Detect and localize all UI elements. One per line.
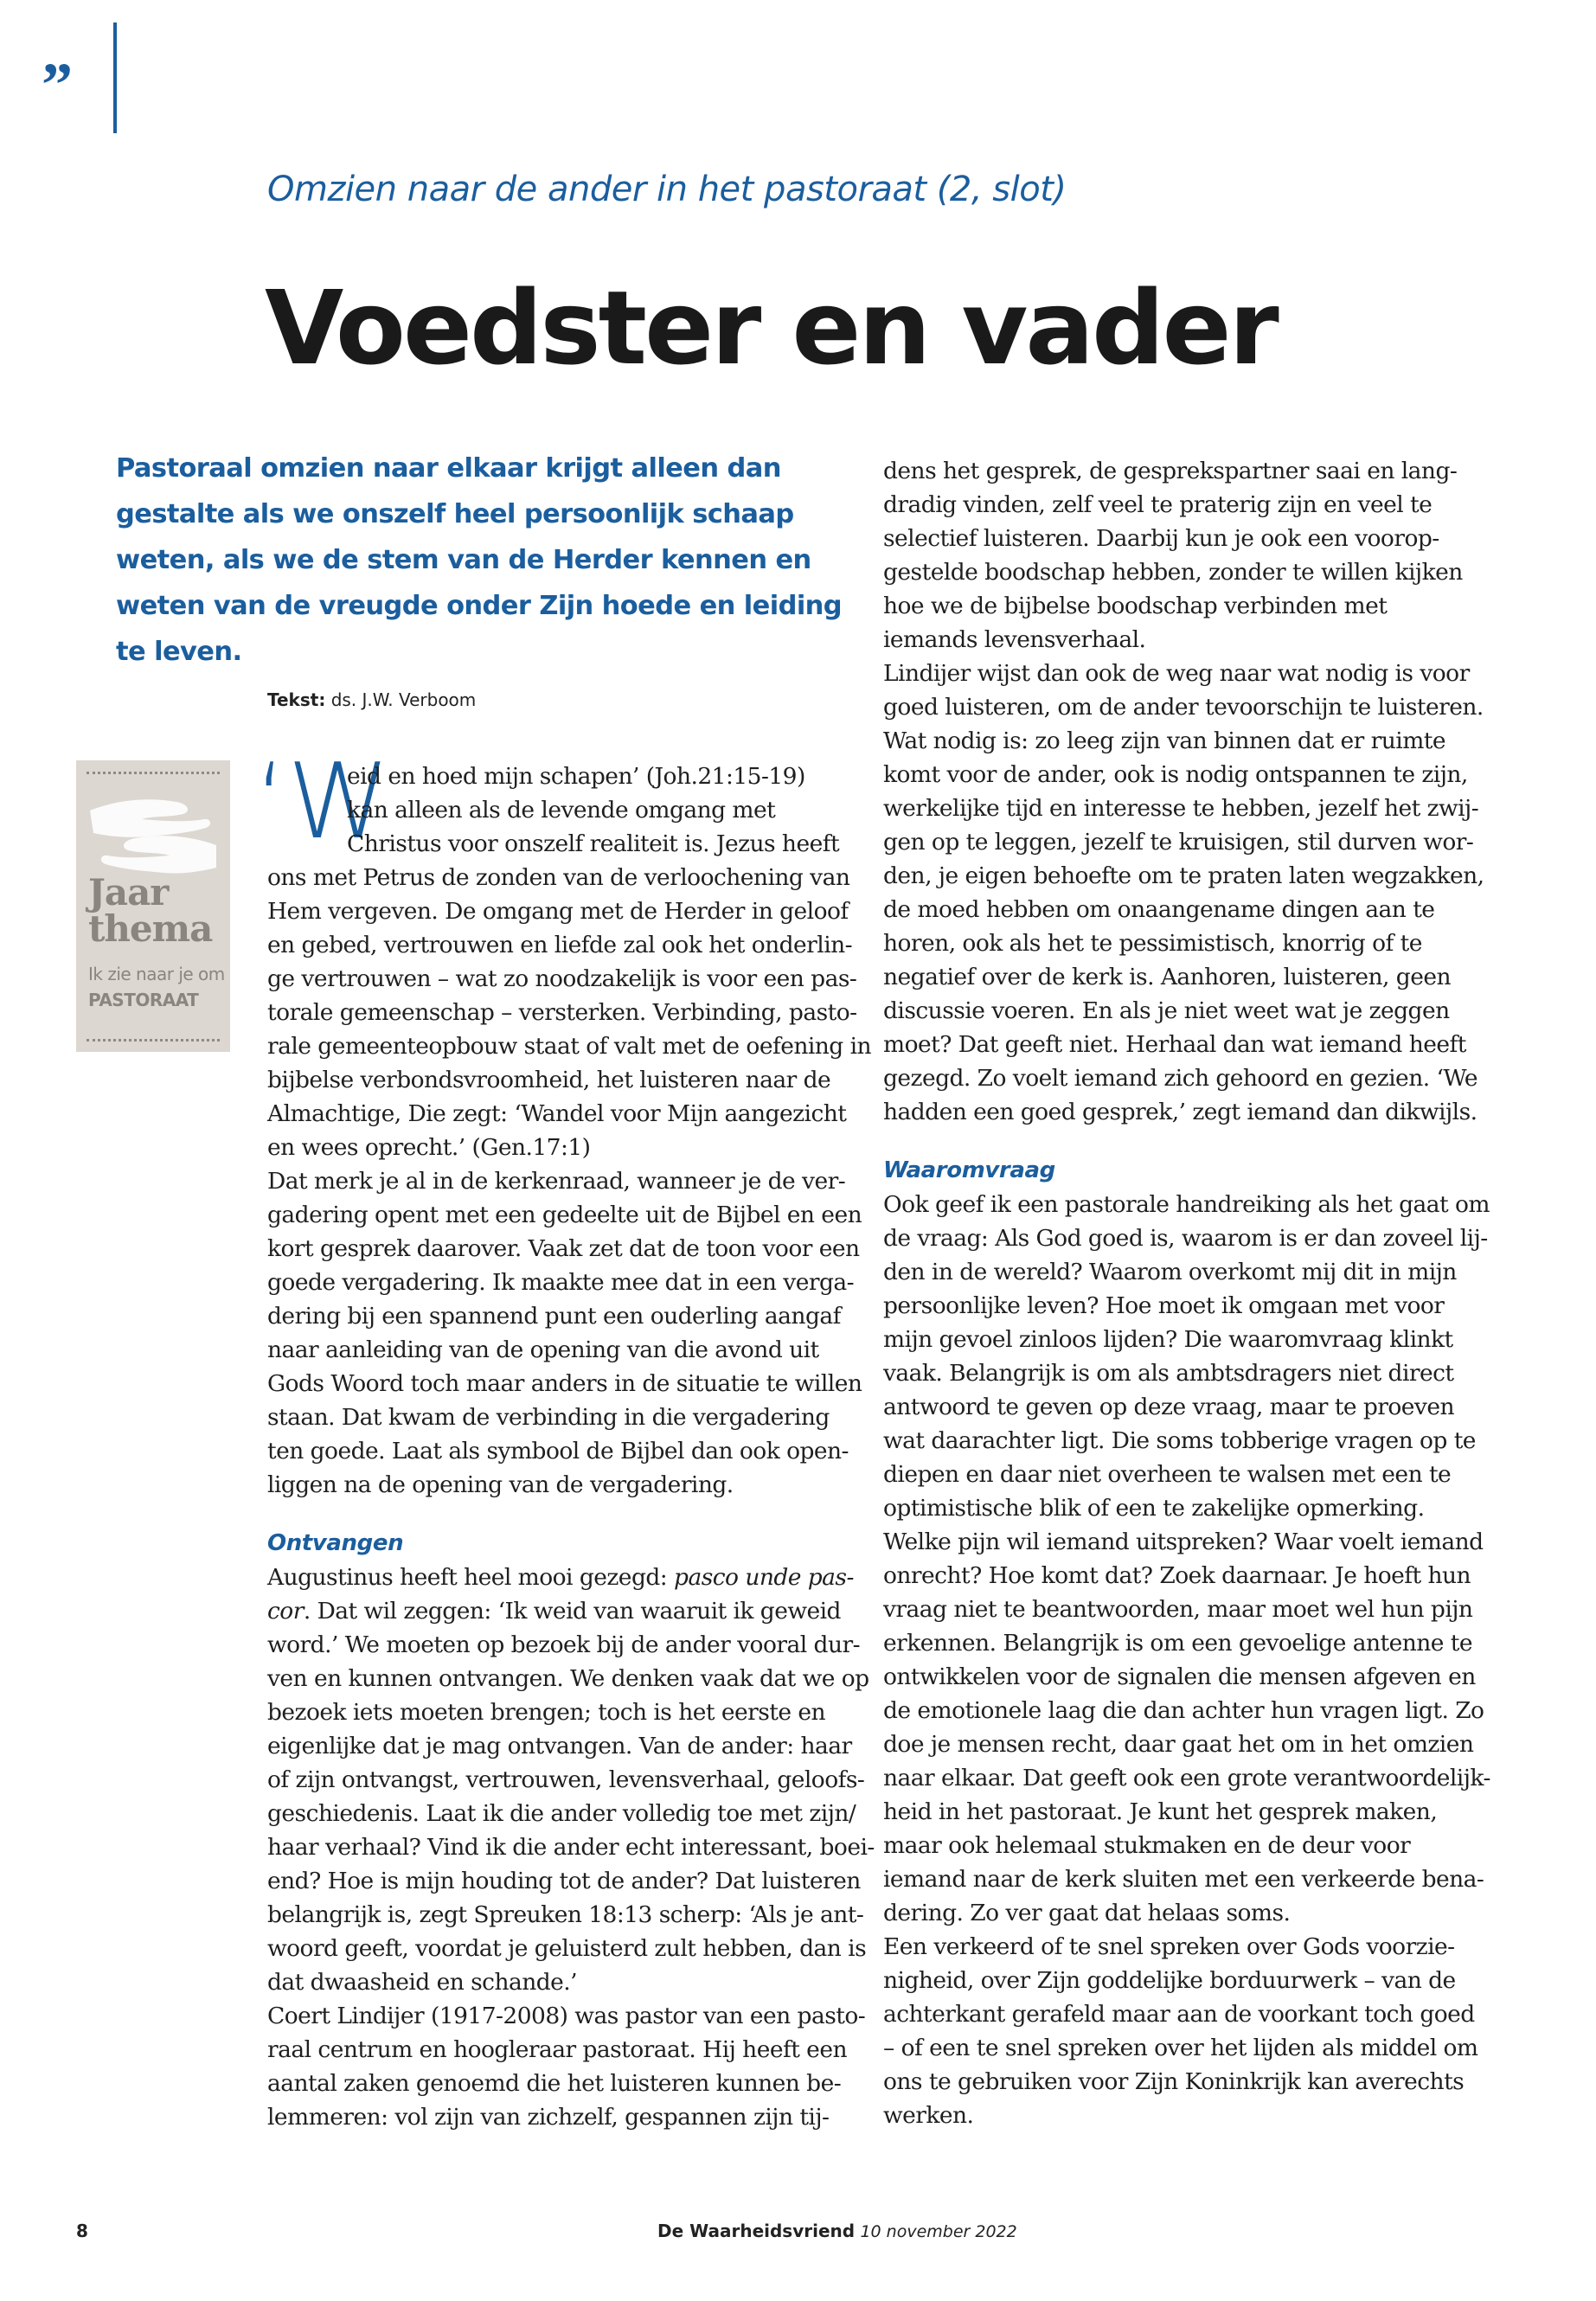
text-line: vaak. Belangrijk is om als ambtsdragers niet direct: [883, 1360, 1454, 1387]
text-line: Een verkeerd of te snel spreken over Gods voorzie-: [883, 1933, 1455, 1960]
text-line: Dat merk je al in de kerkenraad, wanneer je de ver-: [267, 1168, 846, 1195]
text-line: dat dwaasheid en schande.’: [267, 1969, 578, 1996]
text-line: hadden een goed gesprek,’ zegt iemand dan dikwijls.: [883, 1099, 1477, 1125]
text-line: nigheid, over Zijn goddelijke borduurwerk – van de: [883, 1967, 1456, 1994]
byline-author: ds. J.W. Verboom: [330, 689, 477, 710]
text-line: de emotionele laag die dan achter hun vragen ligt. Zo: [883, 1697, 1484, 1724]
quote-mark-icon: ”: [42, 50, 73, 119]
text-line: of zijn ontvangst, vertrouwen, levensverhaal, geloofs-: [267, 1766, 865, 1793]
text-line: geschiedenis. Laat ik die ander volledig toe met zijn/: [267, 1800, 856, 1827]
theme-title-line2: thema: [88, 907, 213, 950]
text-line: eid en hoed mijn schapen’ (Joh.21:15-19): [347, 763, 805, 790]
text-line: komt voor de ander, ook is nodig ontspannen te zijn,: [883, 761, 1468, 788]
text-line: maar ook helemaal stukmaken en de deur voor: [883, 1832, 1411, 1859]
text-line: Welke pijn wil iemand uitspreken? Waar voelt iemand: [883, 1529, 1484, 1555]
text-line: werken.: [883, 2102, 974, 2129]
paragraph-waaromvraag: [883, 1188, 1489, 2132]
text-line: en wees oprecht.’ (Gen.17:1): [267, 1134, 591, 1161]
text-line: negatief over de kerk is. Aanhoren, luisteren, geen: [883, 964, 1451, 990]
text-line: torale gemeenschap – versterken. Verbinding, pasto-: [267, 999, 857, 1026]
text-line: gadering opent met een gedeelte uit de Bijbel en een: [267, 1202, 862, 1228]
text-line: dering bij een spannend punt een ouderling aangaf: [267, 1303, 841, 1330]
issue-date: 10 november 2022: [860, 2222, 1017, 2241]
text-line: eigenlijke dat je mag ontvangen. Van de ander: haar: [267, 1733, 852, 1759]
byline-label: Tekst:: [267, 689, 326, 710]
text-line: vraag niet te beantwoorden, maar moet wel hun pijn: [883, 1596, 1473, 1623]
text-line: Coert Lindijer (1917-2008) was pastor van een pasto-: [267, 2003, 866, 2029]
article-intro: Pastoraal omzien naar elkaar krijgt alleen dan gestalte als we onszelf heel persoonlijk schaap weten, als we de stem van de Herder kennen en weten van de vreugde onder Zijn hoede en leiding te leven.: [116, 453, 843, 667]
theme-dotted-rule-top: [87, 772, 220, 774]
text-line: achterkant gerafeld maar aan de voorkant toch goed: [883, 2001, 1475, 2028]
text-line: doe je mensen recht, daar gaat het om in het omzien: [883, 1731, 1474, 1758]
text-line: kort gesprek daarover. Vaak zet dat de toon voor een: [267, 1235, 860, 1262]
paragraph-ontvangen: [267, 1628, 875, 2134]
article-title: Voedster en vader: [265, 268, 1277, 388]
theme-title-line1: Jaar: [88, 871, 169, 913]
text-line: Christus voor onszelf realiteit is. Jezus heeft: [347, 830, 840, 857]
text-line: persoonlijke leven? Hoe moet ik omgaan met voor: [883, 1292, 1445, 1319]
section-gap: [267, 1502, 847, 1527]
text-line: ven en kunnen ontvangen. We denken vaak dat we op: [267, 1665, 869, 1692]
text-line: dens het gesprek, de gesprekspartner saai en lang-: [883, 458, 1458, 484]
text-line: iemands levensverhaal.: [883, 626, 1146, 653]
text-line: end? Hoe is mijn houding tot de ander? Dat luisteren: [267, 1868, 861, 1894]
magazine-name: De Waarheidsvriend: [657, 2221, 856, 2241]
text-line: onrecht? Hoe komt dat? Zoek daarnaar. Je hoeft hun: [883, 1562, 1471, 1589]
text-line: hoe we de bijbelse boodschap verbinden met: [883, 593, 1388, 619]
text-line: gen op te leggen, jezelf te kruisigen, stil durven wor-: [883, 829, 1474, 856]
text-line: antwoord te geven op deze vraag, maar te proeven: [883, 1394, 1454, 1420]
theme-subtitle-line: Ik zie naar je om: [88, 964, 225, 984]
text-line: den, je eigen behoefte om te praten laten wegzakken,: [883, 862, 1484, 889]
text-line: ons te gebruiken voor Zijn Koninkrijk kan averechts: [883, 2068, 1465, 2095]
text-line: gezegd. Zo voelt iemand zich gehoord en gezien. ‘We: [883, 1065, 1477, 1092]
text-line: iemand naar de kerk sluiten met een verkeerde bena-: [883, 1866, 1484, 1893]
text-line: en gebed, vertrouwen en liefde zal ook het onderlin-: [267, 932, 853, 958]
text-line: den in de wereld? Waarom overkomt mij dit in mijn: [883, 1259, 1457, 1285]
text-line: belangrijk is, zegt Spreuken 18:13 scherp: ‘Als je ant-: [267, 1901, 864, 1928]
text-line: bezoek iets moeten brengen; toch is het eerste en: [267, 1699, 826, 1726]
text-line: Ook geef ik een pastorale handreiking als het gaat om: [883, 1191, 1490, 1218]
text-line: word.’ We moeten op bezoek bij de ander vooral dur-: [267, 1631, 860, 1658]
article-column-right: [883, 454, 1489, 2132]
page-number: 8: [76, 2221, 88, 2241]
text-line: de vraag: Als God goed is, waarom is er dan zoveel lij-: [883, 1225, 1488, 1252]
drop-cap: ‘W: [254, 742, 390, 862]
text-line: aantal zaken genoemd die het luisteren kunnen be-: [267, 2070, 842, 2097]
text-line: de moed hebben om onaangename dingen aan te: [883, 896, 1435, 923]
text-line: staan. Dat kwam de verbinding in die vergadering: [267, 1404, 830, 1431]
byline: [267, 689, 476, 710]
text-line: moet? Dat geeft niet. Herhaal dan wat iemand heeft: [883, 1031, 1466, 1058]
text-line: Almachtige, Die zegt: ‘Wandel voor Mijn aangezicht: [267, 1100, 847, 1127]
text-line: dering. Zo ver gaat dat helaas soms.: [883, 1900, 1291, 1926]
text-line: haar verhaal? Vind ik die ander echt interessant, boei-: [267, 1834, 875, 1861]
text-line: woord geeft, voordat je geluisterd zult hebben, dan is: [267, 1935, 867, 1962]
text-line: selectief luisteren. Daarbij kun je ook een voorop-: [883, 525, 1439, 552]
text-line: lemmeren: vol zijn van zichzelf, gespannen zijn tij-: [267, 2104, 830, 2131]
text-line: ons met Petrus de zonden van de verloochening van: [267, 864, 850, 891]
text-line: kan alleen als de levende omgang met: [347, 797, 776, 824]
theme-subtitle: [88, 961, 225, 1013]
text-line: werkelijke tijd en interesse te hebben, jezelf het zwij-: [883, 795, 1479, 822]
text-line: horen, ook als het te pessimistisch, knorrig of te: [883, 930, 1422, 957]
text-line: ontwikkelen voor de signalen die mensen afgeven en: [883, 1663, 1476, 1690]
text-line: erkennen. Belangrijk is om een gevoelige antenne te: [883, 1630, 1472, 1657]
text-line: Gods Woord toch maar anders in de situatie te willen: [267, 1370, 862, 1397]
text-line: diepen en daar niet overheen te walsen met een te: [883, 1461, 1452, 1488]
text-line: dradig vinden, zelf veel te praterig zijn en veel te: [883, 491, 1433, 518]
theme-dotted-rule-bottom: [87, 1039, 220, 1042]
text-line: Hem vergeven. De omgang met de Herder in geloof: [267, 898, 849, 925]
text-line: optimistische blik of een te zakelijke opmerking.: [883, 1495, 1425, 1522]
text-line: goede vergadering. Ik maakte mee dat in een verga-: [267, 1269, 855, 1296]
text-line: raal centrum en hoogleraar pastoraat. Hij heeft een: [267, 2036, 847, 2063]
paragraph-opening: [267, 760, 872, 1502]
article-column-left: [267, 760, 875, 2134]
text-line: liggen na de opening van de vergadering.: [267, 1471, 734, 1498]
section-heading-waaromvraag: Waaromvraag: [883, 1157, 1055, 1183]
text-line: ge vertrouwen – wat zo noodzakelijk is voor een pas-: [267, 965, 857, 992]
text-line: rale gemeenteopbouw staat of valt met de oefening in: [267, 1033, 872, 1060]
text-line: naar elkaar. Dat geeft ook een grote verantwoordelijk-: [883, 1765, 1490, 1791]
section-heading-ontvangen: Ontvangen: [267, 1530, 404, 1556]
text-line: ten goede. Laat als symbool de Bijbel dan ook open-: [267, 1438, 849, 1465]
text-line: Wat nodig is: zo leeg zijn van binnen dat er ruimte: [883, 727, 1446, 754]
text-line: – of een te snel spreken over het lijden als middel om: [883, 2035, 1478, 2061]
text-line: discussie voeren. En als je niet weet wat je zeggen: [883, 997, 1450, 1024]
footer-publication: [657, 2221, 1017, 2241]
text-line: naar aanleiding van de opening van die avond uit: [267, 1336, 819, 1363]
text-line: bijbelse verbondsvroomheid, het luisteren naar de: [267, 1067, 831, 1093]
article-subtitle: Omzien naar de ander in het pastoraat (2, slot): [267, 170, 1067, 209]
text-line: mijn gevoel zinloos lijden? Die waaromvraag klinkt: [883, 1326, 1453, 1353]
text-line: gestelde boodschap hebben, zonder te willen kijken: [883, 559, 1463, 586]
year-theme-box: [76, 760, 230, 1052]
text-line: Lindijer wijst dan ook de weg naar wat nodig is voor: [883, 660, 1470, 687]
text-line: Augustinus heeft heel mooi gezegd: pasco unde pas-: [267, 1564, 854, 1591]
text-line: wat daarachter ligt. Die soms tobberige vragen op te: [883, 1427, 1476, 1454]
text-line: goed luisteren, om de ander tevoorschijn te luisteren.: [883, 694, 1484, 721]
header-rule: [113, 22, 117, 133]
theme-title: [88, 871, 213, 950]
text-line: heid in het pastoraat. Je kunt het gesprek maken,: [883, 1798, 1438, 1825]
section-gap: [883, 1129, 1489, 1154]
text-line: cor. Dat wil zeggen: ‘Ik weid van waaruit ik geweid: [267, 1598, 841, 1625]
theme-category: PASTORAAT: [88, 990, 199, 1010]
hands-icon: [81, 785, 225, 880]
paragraph-lindijer: [883, 454, 1489, 1129]
